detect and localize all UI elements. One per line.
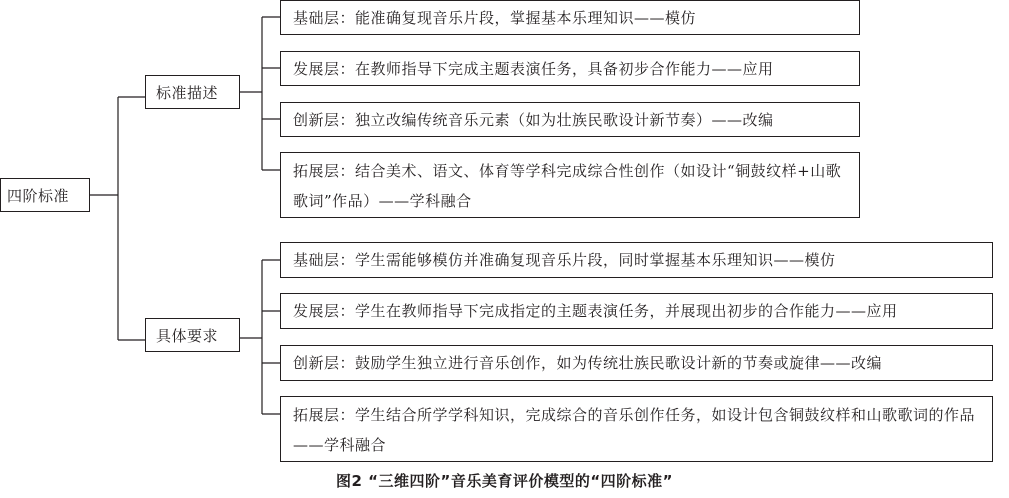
root-node-four-stage-standard: 四阶标准 [0,178,90,212]
leaf-standard-development: 发展层：在教师指导下完成主题表演任务，具备初步合作能力——应用 [280,51,860,86]
leaf-requirement-innovation: 创新层：鼓励学生独立进行音乐创作，如为传统壮族民歌设计新的节奏或旋律——改编 [280,345,993,381]
leaf-standard-basic: 基础层：能准确复现音乐片段，掌握基本乐理知识——模仿 [280,0,860,35]
leaf-requirement-extension: 拓展层：学生结合所学学科知识，完成综合的音乐创作任务，如设计包含铜鼓纹样和山歌歌词的作品——学科融合 [280,396,993,462]
leaf-requirement-basic: 基础层：学生需能够模仿并准确复现音乐片段，同时掌握基本乐理知识——模仿 [280,242,993,278]
leaf-requirement-development: 发展层：学生在教师指导下完成指定的主题表演任务，并展现出初步的合作能力——应用 [280,293,993,329]
branch-node-standard-description: 标准描述 [145,75,240,109]
branch-node-specific-requirements: 具体要求 [145,318,240,352]
figure-caption: 图2 “三维四阶”音乐美育评价模型的“四阶标准” [335,472,674,490]
leaf-standard-extension: 拓展层：结合美术、语文、体育等学科完成综合性创作（如设计“铜鼓纹样+山歌歌词”作品）——学科融合 [280,152,860,218]
leaf-standard-innovation: 创新层：独立改编传统音乐元素（如为壮族民歌设计新节奏）——改编 [280,102,860,137]
